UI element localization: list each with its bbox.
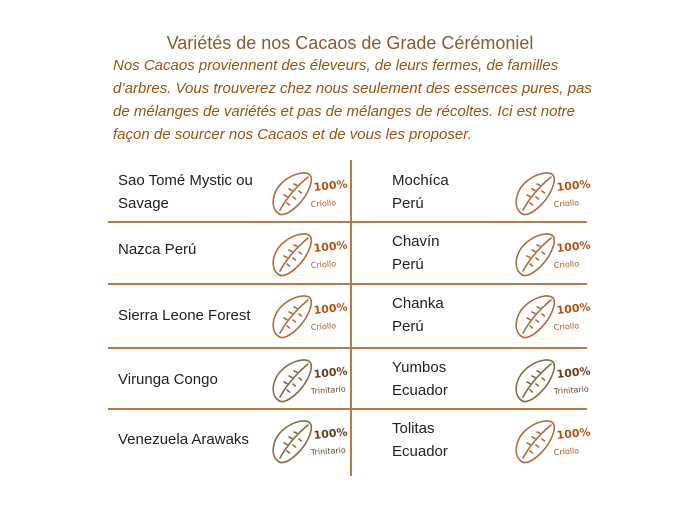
variety-cell-right: [0, 348, 700, 410]
variety-cell-right: [0, 284, 700, 346]
variety-name: Chavín Perú: [392, 233, 440, 273]
purity-label: 100%: [312, 300, 349, 317]
variety-type-label: Criollo: [553, 321, 580, 332]
purity-label: 100%: [312, 364, 349, 381]
variety-name: Sao Tomé Mystic ou Savage: [118, 172, 253, 212]
variety-type-label: Criollo: [553, 198, 580, 209]
variety-type-label: Criollo: [310, 321, 337, 332]
variety-type-label: Criollo: [553, 446, 580, 457]
purity-label: 100%: [312, 425, 349, 442]
variety-cell-right: [0, 222, 700, 284]
variety-name: Virunga Congo: [118, 370, 218, 388]
purity-label: 100%: [555, 300, 592, 317]
variety-name: Mochíca Perú: [392, 172, 449, 212]
purity-label: 100%: [312, 238, 349, 255]
variety-type-label: Trinitario: [553, 384, 590, 396]
variety-badge: [505, 415, 595, 467]
variety-name: Tolitas Ecuador: [392, 420, 448, 460]
variety-type-label: Trinitario: [310, 384, 347, 396]
variety-badge: [505, 354, 595, 406]
purity-label: 100%: [555, 238, 592, 255]
variety-type-label: Criollo: [553, 259, 580, 270]
cacao-bean-icon: [505, 290, 595, 342]
purity-label: 100%: [555, 364, 592, 381]
variety-name: Nazca Perú: [118, 241, 197, 258]
variety-name: Yumbos Ecuador: [392, 359, 448, 399]
cacao-bean-icon: [505, 228, 595, 280]
variety-type-label: Criollo: [310, 259, 337, 270]
variety-badge: [505, 290, 595, 342]
variety-name: Chanka Perú: [392, 295, 444, 335]
variety-type-label: Trinitario: [310, 445, 347, 457]
variety-badge: [505, 228, 595, 280]
variety-name: Sierra Leone Forest: [118, 306, 251, 324]
intro-text: Nos Cacaos proviennent des éleveurs, de leurs fermes, de familles d’arbres. Vous trouverez chez nous seulement des essences pures, pas de mélanges de variétés et pas de mélanges de récoltes. Ici est notre façon de sourcer nos Cacaos et de vous les proposer.: [113, 57, 592, 143]
purity-label: 100%: [312, 177, 349, 194]
cacao-bean-icon: [505, 354, 595, 406]
purity-label: 100%: [555, 177, 592, 194]
cacao-bean-icon: [505, 415, 595, 467]
page-title: Variétés de nos Cacaos de Grade Cérémoniel: [166, 33, 534, 53]
variety-name: Venezuela Arawaks: [118, 431, 249, 448]
variety-cell-right: [0, 161, 700, 223]
variety-type-label: Criollo: [310, 198, 337, 209]
variety-badge: [505, 167, 595, 219]
purity-label: 100%: [555, 425, 592, 442]
cacao-bean-icon: [505, 167, 595, 219]
variety-cell-right: [0, 409, 700, 471]
